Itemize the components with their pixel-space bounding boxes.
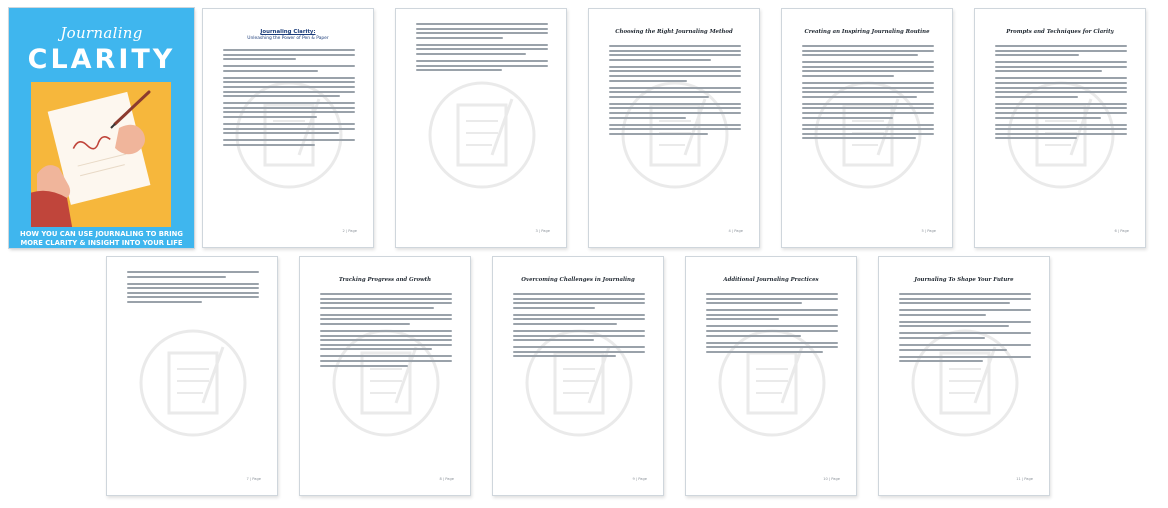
text-line	[995, 133, 1127, 135]
text-line	[802, 75, 894, 77]
text-line	[320, 339, 452, 341]
text-line	[706, 318, 779, 320]
text-line	[802, 137, 916, 139]
body-paragraph	[802, 45, 934, 56]
text-line	[416, 44, 548, 46]
text-line	[320, 360, 452, 362]
body-paragraph	[609, 124, 741, 135]
body-paragraph	[706, 293, 838, 304]
text-line	[706, 335, 801, 337]
document-page[interactable]	[588, 8, 760, 248]
text-line	[802, 96, 917, 98]
body-paragraph	[416, 60, 548, 71]
body-paragraph	[609, 103, 741, 119]
text-line	[320, 330, 452, 332]
body-text-block	[320, 293, 452, 372]
text-line	[706, 346, 838, 348]
body-paragraph	[995, 124, 1127, 140]
body-paragraph	[513, 346, 645, 357]
body-paragraph	[802, 124, 934, 140]
text-line	[995, 70, 1102, 72]
text-line	[513, 330, 645, 332]
text-line	[223, 95, 340, 97]
text-line	[513, 351, 645, 353]
text-line	[320, 298, 452, 300]
text-line	[609, 128, 741, 130]
text-line	[995, 103, 1127, 105]
text-line	[899, 360, 983, 362]
text-line	[416, 48, 548, 50]
text-line	[320, 365, 408, 367]
writing-hand-illustration	[31, 82, 171, 227]
text-line	[609, 45, 741, 47]
text-line	[802, 61, 934, 63]
text-line	[899, 321, 1031, 323]
document-page[interactable]	[395, 8, 567, 248]
text-line	[320, 335, 452, 337]
text-line	[899, 298, 1031, 300]
text-line	[127, 283, 259, 285]
text-line	[320, 348, 432, 350]
body-paragraph	[609, 87, 741, 98]
document-page[interactable]	[299, 256, 471, 496]
text-line	[320, 318, 452, 320]
text-line	[706, 342, 838, 344]
text-line	[995, 112, 1127, 114]
text-line	[609, 50, 741, 52]
body-paragraph	[802, 82, 934, 98]
text-line	[899, 332, 1031, 334]
page-number: 2 | Page	[342, 229, 357, 233]
text-line	[995, 124, 1127, 126]
text-line	[320, 314, 452, 316]
body-text-block	[223, 49, 355, 151]
body-paragraph	[899, 356, 1031, 363]
journal-watermark-icon	[133, 323, 253, 443]
body-text-block	[802, 45, 934, 144]
body-paragraph	[416, 23, 548, 39]
page-subheading: Unleashing the Power of Pen & Paper	[247, 36, 329, 41]
text-line	[513, 298, 645, 300]
body-paragraph	[223, 102, 355, 118]
body-paragraph	[899, 309, 1031, 316]
text-line	[223, 128, 355, 130]
text-line	[899, 349, 1007, 351]
text-line	[223, 65, 355, 67]
text-line	[223, 102, 355, 104]
text-line	[127, 271, 259, 273]
text-line	[995, 61, 1127, 63]
page-number: 6 | Page	[1114, 229, 1129, 233]
text-line	[223, 123, 355, 125]
body-paragraph	[223, 123, 355, 134]
text-line	[802, 50, 934, 52]
page-heading: Journaling Clarity:	[260, 29, 316, 35]
text-line	[995, 87, 1127, 89]
body-text-block	[609, 45, 741, 140]
text-line	[223, 111, 355, 113]
text-line	[995, 77, 1127, 79]
text-line	[513, 335, 645, 337]
document-page[interactable]	[202, 8, 374, 248]
text-line	[609, 117, 686, 119]
document-page[interactable]	[685, 256, 857, 496]
cover-main-title: CLARITY	[27, 44, 176, 75]
text-line	[127, 296, 259, 298]
text-line	[320, 344, 452, 346]
body-paragraph	[513, 293, 645, 309]
body-text-block	[899, 293, 1031, 367]
text-line	[802, 112, 934, 114]
body-paragraph	[995, 77, 1127, 97]
text-line	[802, 87, 934, 89]
text-line	[995, 128, 1127, 130]
text-line	[223, 70, 318, 72]
body-text-block	[706, 293, 838, 358]
text-line	[513, 314, 645, 316]
body-paragraph	[609, 66, 741, 82]
text-line	[609, 133, 708, 135]
text-line	[802, 107, 934, 109]
body-paragraph	[320, 314, 452, 325]
body-paragraph	[223, 77, 355, 97]
page-heading: Journaling To Shape Your Future	[914, 277, 1014, 283]
document-page[interactable]	[106, 256, 278, 496]
body-paragraph	[995, 103, 1127, 119]
body-paragraph	[802, 61, 934, 77]
text-line	[706, 351, 823, 353]
body-paragraph	[706, 309, 838, 320]
text-line	[609, 124, 741, 126]
body-paragraph	[802, 103, 934, 119]
page-number: 8 | Page	[439, 477, 454, 481]
text-line	[127, 276, 226, 278]
text-line	[802, 117, 893, 119]
body-paragraph	[223, 49, 355, 60]
text-line	[609, 75, 741, 77]
body-paragraph	[899, 344, 1031, 351]
text-line	[899, 309, 1031, 311]
text-line	[995, 96, 1078, 98]
text-line	[706, 325, 838, 327]
text-line	[513, 346, 645, 348]
document-page[interactable]	[781, 8, 953, 248]
text-line	[320, 323, 410, 325]
text-line	[802, 91, 934, 93]
text-line	[513, 318, 645, 320]
text-line	[995, 137, 1077, 139]
text-line	[609, 80, 687, 82]
page-number: 3 | Page	[535, 229, 550, 233]
body-paragraph	[706, 342, 838, 353]
text-line	[899, 293, 1031, 295]
text-line	[609, 54, 741, 56]
text-line	[513, 339, 594, 341]
text-line	[609, 107, 741, 109]
body-paragraph	[706, 325, 838, 336]
text-line	[995, 54, 1079, 56]
page-heading: Creating an Inspiring Journaling Routine	[804, 29, 930, 35]
text-line	[513, 293, 645, 295]
document-page[interactable]	[878, 256, 1050, 496]
text-line	[416, 53, 526, 55]
text-line	[320, 355, 452, 357]
page-heading: Overcoming Challenges in Journaling	[521, 277, 635, 283]
text-line	[223, 132, 339, 134]
text-line	[802, 45, 934, 47]
text-line	[899, 314, 986, 316]
text-line	[802, 103, 934, 105]
cover-subtitle: HOW YOU CAN USE JOURNALING TO BRING MORE CLARITY & INSIGHT INTO YOUR LIFE	[20, 230, 183, 247]
journal-watermark-icon	[422, 75, 542, 195]
text-line	[995, 91, 1127, 93]
text-line	[416, 32, 548, 34]
text-line	[609, 70, 741, 72]
page-number: 4 | Page	[728, 229, 743, 233]
body-paragraph	[899, 293, 1031, 304]
page-heading: Tracking Progress and Growth	[338, 277, 432, 283]
document-page[interactable]	[974, 8, 1146, 248]
page-heading: Choosing the Right Journaling Method	[615, 29, 733, 35]
body-paragraph	[320, 355, 452, 366]
text-line	[127, 287, 259, 289]
text-line	[223, 49, 355, 51]
text-line	[416, 60, 548, 62]
text-line	[609, 96, 709, 98]
text-line	[223, 139, 355, 141]
body-paragraph	[995, 61, 1127, 72]
text-line	[706, 330, 838, 332]
text-line	[513, 302, 645, 304]
body-paragraph	[223, 65, 355, 72]
text-line	[706, 309, 838, 311]
body-text-block	[127, 271, 259, 308]
text-line	[899, 337, 985, 339]
text-line	[802, 133, 934, 135]
page-number: 7 | Page	[246, 477, 261, 481]
text-line	[320, 302, 452, 304]
text-line	[706, 314, 838, 316]
body-paragraph	[899, 332, 1031, 339]
page-number: 11 | Page	[1016, 477, 1033, 481]
text-line	[223, 107, 355, 109]
body-paragraph	[127, 271, 259, 278]
text-line	[802, 82, 934, 84]
text-line	[223, 91, 355, 93]
text-line	[706, 298, 838, 300]
body-text-block	[995, 45, 1127, 144]
text-line	[416, 28, 548, 30]
text-line	[899, 344, 1031, 346]
text-line	[127, 301, 202, 303]
text-line	[995, 107, 1127, 109]
text-line	[706, 302, 802, 304]
text-line	[416, 37, 503, 39]
body-paragraph	[513, 314, 645, 325]
body-paragraph	[513, 330, 645, 341]
body-paragraph	[223, 139, 355, 146]
text-line	[223, 58, 296, 60]
page-number: 9 | Page	[632, 477, 647, 481]
text-line	[609, 91, 741, 93]
text-line	[995, 50, 1127, 52]
text-line	[513, 323, 617, 325]
text-line	[802, 70, 934, 72]
text-line	[416, 23, 548, 25]
text-line	[127, 292, 259, 294]
body-paragraph	[320, 293, 452, 309]
text-line	[416, 69, 502, 71]
text-line	[802, 66, 934, 68]
body-paragraph	[609, 45, 741, 61]
text-line	[609, 87, 741, 89]
text-line	[609, 103, 741, 105]
text-line	[320, 293, 452, 295]
text-line	[416, 65, 548, 67]
text-line	[223, 144, 315, 146]
text-line	[609, 112, 741, 114]
body-paragraph	[127, 283, 259, 303]
text-line	[320, 307, 434, 309]
page-heading: Prompts and Techniques for Clarity	[1006, 29, 1114, 35]
body-paragraph	[995, 45, 1127, 56]
text-line	[899, 325, 1009, 327]
body-paragraph	[320, 330, 452, 350]
page-heading: Additional Journaling Practices	[723, 277, 819, 283]
text-line	[223, 86, 355, 88]
text-line	[899, 356, 1031, 358]
text-line	[513, 307, 595, 309]
text-line	[802, 124, 934, 126]
text-line	[995, 66, 1127, 68]
text-line	[802, 54, 918, 56]
text-line	[223, 54, 355, 56]
text-line	[609, 59, 711, 61]
text-line	[899, 302, 1010, 304]
body-text-block	[416, 23, 548, 76]
cover-script-title: Journaling	[60, 24, 143, 42]
body-paragraph	[416, 44, 548, 55]
body-text-block	[513, 293, 645, 362]
page-number: 10 | Page	[823, 477, 840, 481]
text-line	[223, 77, 355, 79]
body-paragraph	[899, 321, 1031, 328]
text-line	[513, 355, 616, 357]
text-line	[609, 66, 741, 68]
text-line	[995, 82, 1127, 84]
page-number: 5 | Page	[921, 229, 936, 233]
book-cover	[9, 8, 194, 248]
text-line	[995, 45, 1127, 47]
text-line	[223, 116, 317, 118]
text-line	[706, 293, 838, 295]
text-line	[223, 81, 355, 83]
text-line	[802, 128, 934, 130]
document-page[interactable]	[492, 256, 664, 496]
text-line	[995, 117, 1101, 119]
